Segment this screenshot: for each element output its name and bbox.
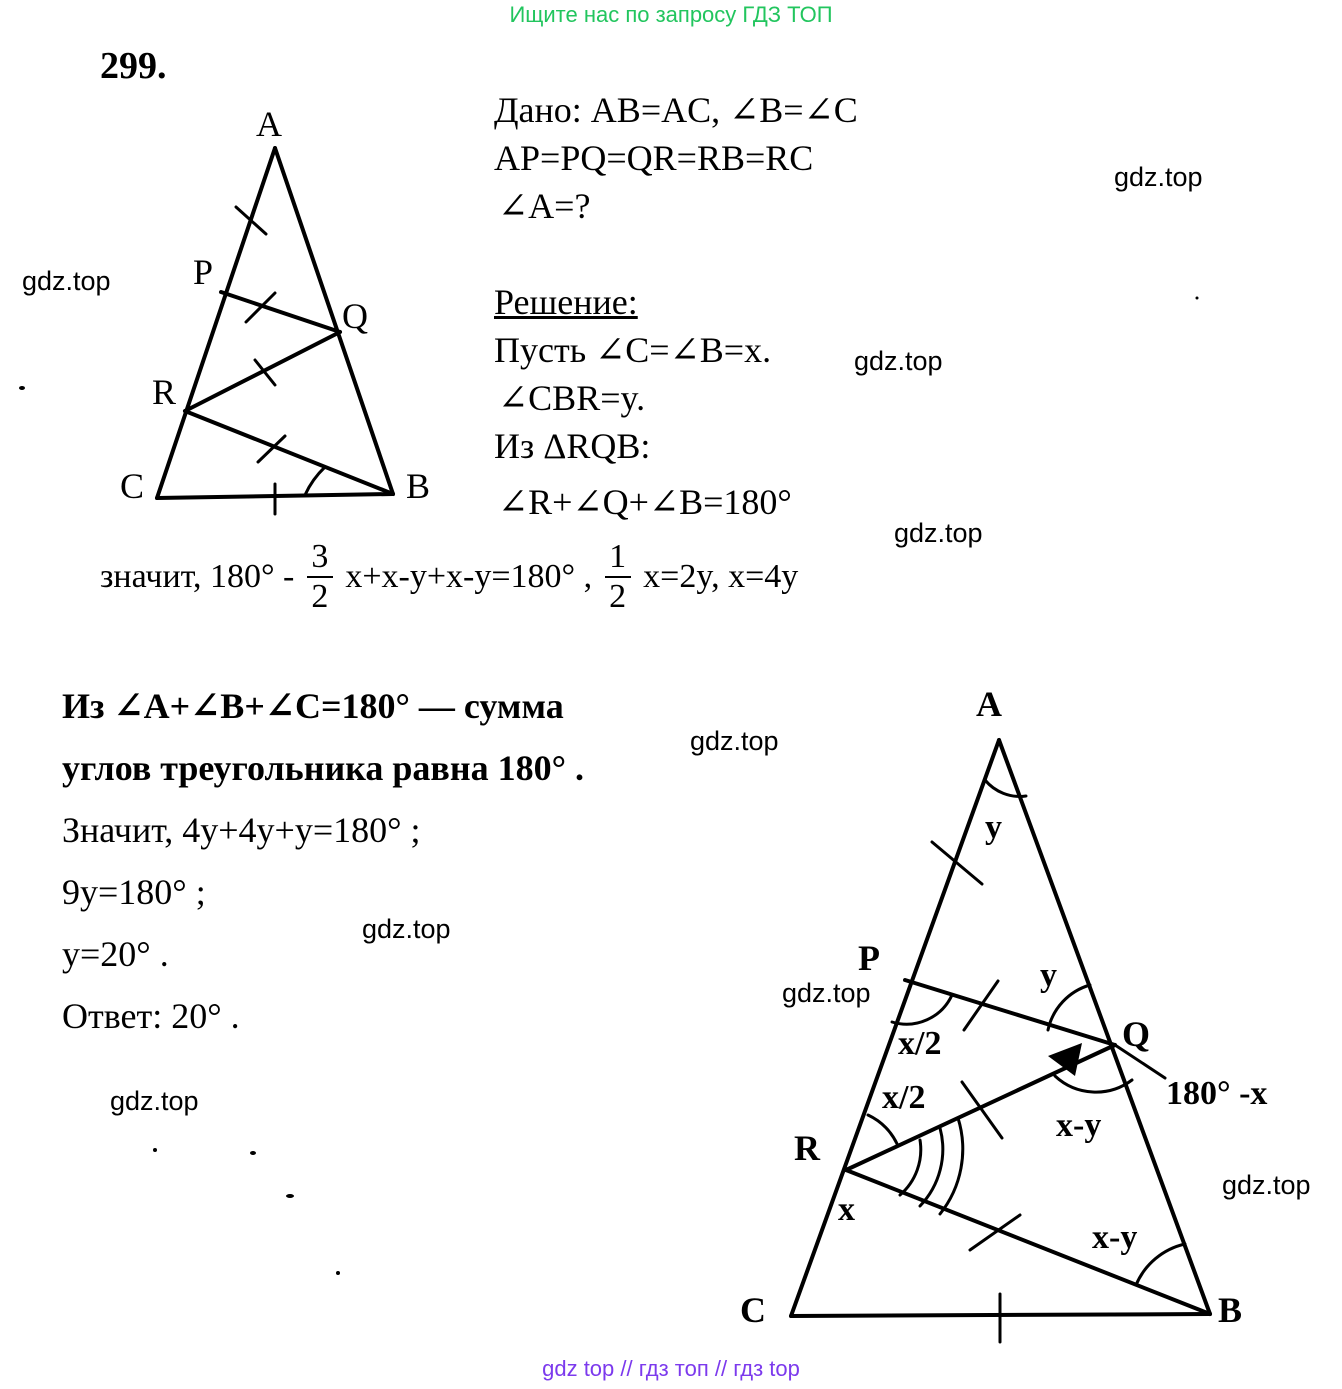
fraction-numerator: 3 — [311, 538, 329, 575]
arrow-head — [1048, 1043, 1082, 1076]
solution-line-4: ∠R+∠Q+∠B=180° — [498, 482, 792, 522]
tick-mark — [932, 842, 982, 884]
conclusion-line-6: Ответ: 20° . — [62, 996, 240, 1036]
watermark: gdz.top — [894, 518, 983, 548]
angle-arc-Q-bottom — [1055, 1076, 1132, 1092]
given-line-1: Дано: AB=AC, ∠B=∠C — [494, 90, 858, 130]
angle-label-exterior: 180° -x — [1166, 1075, 1268, 1112]
fraction-denominator: 2 — [311, 578, 329, 615]
angle-label-P: x/2 — [898, 1025, 942, 1062]
fraction-numerator: 1 — [609, 538, 627, 575]
equation-prefix: значит, 180° - — [100, 558, 295, 595]
segment-RB — [846, 1170, 1210, 1314]
equation-middle: x+x-y+x-y=180° , — [345, 558, 593, 595]
angle-label-R-bottom: x — [838, 1191, 855, 1228]
watermark: gdz.top — [1222, 1170, 1311, 1200]
angle-arc-R-top — [868, 1115, 898, 1146]
conclusion-line-3: Значит, 4y+4y+y=180° ; — [62, 810, 421, 850]
speck — [1196, 297, 1199, 300]
angle-label-A: y — [985, 809, 1002, 846]
vertex-label-Q: Q — [342, 296, 368, 336]
conclusion-line-1: Из ∠A+∠B+∠C=180° — сумма — [62, 686, 564, 726]
vertex-label-B: B — [1218, 1290, 1243, 1330]
given-line-2: AP=PQ=QR=RB=RC — [494, 138, 814, 178]
vertex-label-B: B — [406, 466, 431, 506]
watermark: gdz.top — [110, 1086, 199, 1116]
vertex-label-C: C — [120, 466, 145, 506]
speck — [286, 1194, 294, 1198]
vertex-label-P: P — [193, 252, 214, 292]
speck — [336, 1271, 340, 1275]
vertex-label-Q: Q — [1122, 1014, 1151, 1054]
angle-arc-B — [1136, 1244, 1185, 1285]
vertex-label-A: A — [256, 104, 282, 144]
watermark: gdz.top — [1114, 162, 1203, 192]
vertex-label-C: C — [740, 1290, 766, 1330]
fraction-denominator: 2 — [609, 578, 627, 615]
tick-mark — [962, 1082, 1002, 1138]
angle-label-Q-bottom: x-y — [1056, 1107, 1102, 1144]
conclusion-line-4: 9y=180° ; — [62, 872, 206, 912]
solution-line-2: ∠CBR=y. — [498, 378, 646, 418]
angle-label-R-top: x/2 — [882, 1079, 926, 1116]
bottom-banner: gdz top // гдз топ // гдз top — [542, 1356, 800, 1381]
equation-suffix: x=2y, x=4y — [643, 558, 799, 595]
watermark: gdz.top — [854, 346, 943, 376]
watermark: gdz.top — [362, 914, 451, 944]
watermark: gdz.top — [782, 978, 871, 1008]
watermark: gdz.top — [22, 266, 111, 296]
vertex-label-A: A — [976, 684, 1002, 724]
angle-arc-R-2 — [920, 1128, 943, 1206]
solution-heading: Решение: — [494, 282, 638, 322]
angle-arc-R-1 — [900, 1140, 921, 1195]
given-line-3: ∠A=? — [498, 186, 591, 226]
problem-number: 299. — [100, 45, 167, 87]
angle-arc-R-3 — [940, 1118, 963, 1214]
vertex-label-P: P — [858, 938, 880, 978]
solution-line-3: Из ΔRQB: — [494, 426, 651, 466]
conclusion-line-5: y=20° . — [62, 934, 169, 974]
watermark: gdz.top — [690, 726, 779, 756]
angle-label-Q-top: y — [1040, 957, 1057, 994]
speck — [19, 386, 25, 390]
side-AC — [791, 740, 999, 1316]
speck — [153, 1148, 157, 1152]
top-banner: Ищите нас по запросу ГДЗ ТОП — [509, 2, 833, 27]
vertex-label-R: R — [794, 1128, 820, 1168]
vertex-label-R: R — [152, 372, 177, 412]
speck — [250, 1151, 256, 1155]
solution-line-1: Пусть ∠C=∠B=x. — [494, 330, 772, 370]
conclusion-line-2: углов треугольника равна 180° . — [62, 748, 584, 788]
angle-label-B: x-y — [1092, 1219, 1138, 1256]
